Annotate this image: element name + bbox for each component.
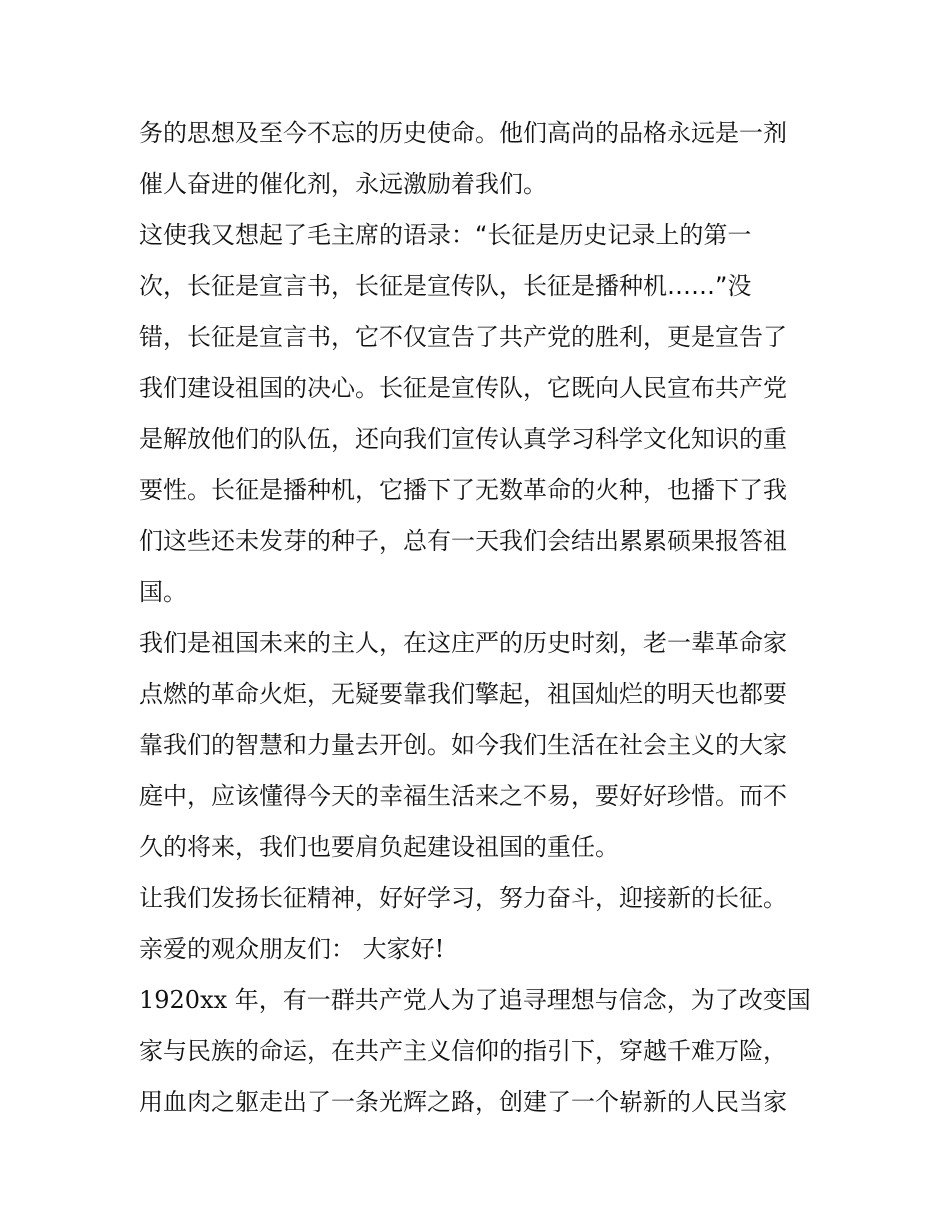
text-line: 靠我们的智慧和力量去开创。如今我们生活在社会主义的大家 [139,731,787,759]
text-line: 1920xx 年，有一群共产党人为了追寻理想与信念，为了改变国 [139,986,811,1014]
text-line: 家与民族的命运，在共产主义信仰的指引下，穿越千难万险， [139,1037,787,1065]
text-line: 久的将来，我们也要肩负起建设祖国的重任。 [139,833,619,861]
text-line: 这使我又想起了毛主席的语录：“长征是历史记录上的第一 [139,221,752,249]
text-line: 用血肉之躯走出了一条光辉之路，创建了一个崭新的人民当家 [139,1088,787,1116]
text-line: 务的思想及至今不忘的历史使命。他们高尚的品格永远是一剂 [139,119,787,147]
text-line: 是解放他们的队伍，还向我们宣传认真学习科学文化知识的重 [139,425,787,453]
text-line: 错，长征是宣言书，它不仅宣告了共产党的胜利，更是宣告了 [139,323,787,351]
text-line: 国。 [139,578,187,606]
text-line: 我们是祖国未来的主人，在这庄严的历史时刻，老一辈革命家 [139,629,787,657]
text-line: 庭中，应该懂得今天的幸福生活来之不易，要好好珍惜。而不 [139,782,787,810]
document-body [139,108,819,1128]
text-line: 亲爱的观众朋友们： 大家好! [139,935,445,963]
text-line: 要性。长征是播种机，它播下了无数革命的火种，也播下了我 [139,476,787,504]
text-line: 让我们发扬长征精神，好好学习，努力奋斗，迎接新的长征。 [139,884,787,912]
text-line: 点燃的革命火炬，无疑要靠我们擎起，祖国灿烂的明天也都要 [139,680,787,708]
text-line: 次，长征是宣言书，长征是宣传队，长征是播种机……”没 [139,272,752,300]
text-line: 我们建设祖国的决心。长征是宣传队，它既向人民宣布共产党 [139,374,787,402]
text-line: 催人奋进的催化剂，永远激励着我们。 [139,170,547,198]
text-line: 们这些还未发芽的种子，总有一天我们会结出累累硕果报答祖 [139,527,787,555]
